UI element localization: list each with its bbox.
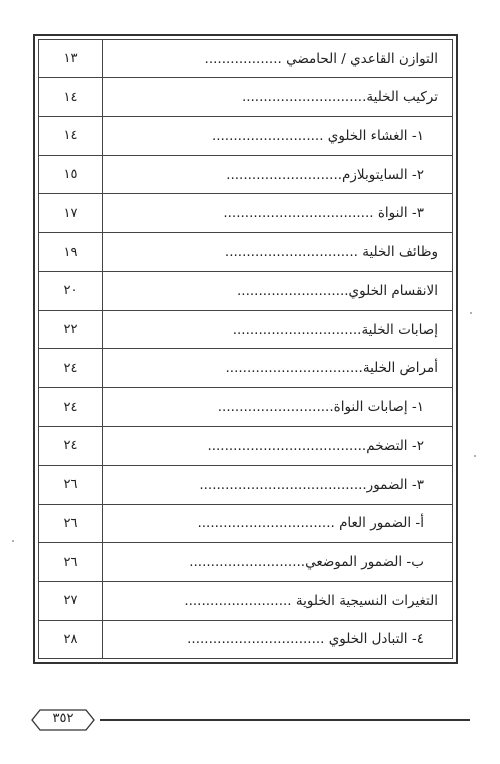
toc-row [39,504,452,543]
toc-row [39,40,452,78]
toc-page-number: ١٥ [39,155,103,194]
toc-entry-title: التوازن القاعدي / الحامضي .................. [103,40,453,78]
toc-page-number: ٢٦ [39,504,103,543]
toc-row [39,543,452,582]
toc-entry-title: ٤- التبادل الخلوي ................................ [187,631,424,648]
toc-page-number: ١٧ [39,194,103,233]
toc-entry-title: ١- إصابات النواة........................... [103,388,453,427]
footer-rule [100,719,470,721]
toc-page-number: ١٤ [39,116,103,155]
toc-row [39,116,452,155]
toc-entry-title: تركيب الخلية............................. [103,78,453,117]
toc-row [39,233,452,272]
scan-speck [474,455,476,457]
toc-page-number: ٢٤ [39,388,103,427]
toc-row [39,582,452,621]
toc-table [39,40,452,658]
toc-row [39,465,452,504]
toc-entry-title: الانقسام الخلوي.......................... [103,271,453,310]
toc-page-number: ٢٤ [39,427,103,466]
toc-entry-title: ٢- التضخم..................................... [103,427,453,466]
page-number: ٣٥٢ [52,711,74,726]
toc-page-number: ٢٨ [39,620,103,658]
toc-entry-title: أمراض الخلية................................ [103,349,453,388]
toc-entry-title: التغيرات النسيجية الخلوية ......................... [103,582,453,621]
toc-entry-title: ١- الغشاء الخلوي .......................... [103,116,453,155]
toc-entry-title: إصابات الخلية.............................. [103,310,453,349]
toc-row [39,155,452,194]
toc-row [39,620,452,658]
toc-entry-title: وظائف الخلية ............................... [103,233,453,272]
toc-page-number: ٢٦ [39,465,103,504]
toc-page-number: ١٣ [39,40,103,78]
toc-page-number: ١٤ [39,78,103,117]
toc-page-number: ٢٢ [39,310,103,349]
page-number-badge [30,708,96,732]
toc-page-number: ١٩ [39,233,103,272]
toc-entry-title: أ- الضمور العام ................................ [103,504,453,543]
toc-entry-title: ٣- النواة ................................... [103,194,453,233]
toc-entry-title: ٣- الضمور....................................... [103,465,453,504]
toc-row [39,78,452,117]
toc-page-number: ٢٤ [39,349,103,388]
toc-inner-frame [38,39,453,659]
toc-entry-title: ب- الضمور الموضعي........................... [103,543,453,582]
toc-row [39,388,452,427]
toc-page-number: ٢٧ [39,582,103,621]
toc-row [39,310,452,349]
toc-row [39,427,452,466]
toc-page-number: ٢٦ [39,543,103,582]
toc-frame [33,34,458,664]
scan-speck [470,312,472,314]
toc-row [39,349,452,388]
toc-page-number: ٢٠ [39,271,103,310]
scan-speck [12,540,14,542]
toc-entry-title: ٢- السايتوبلازم........................... [103,155,453,194]
toc-row [39,194,452,233]
toc-row [39,271,452,310]
